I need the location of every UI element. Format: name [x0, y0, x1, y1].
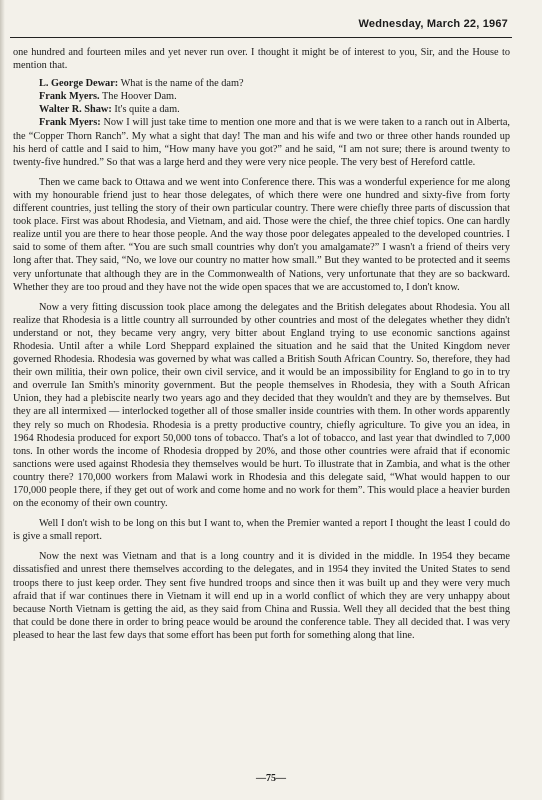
page-header-date: Wednesday, March 22, 1967 — [358, 18, 508, 30]
paragraph-conference: Then we came back to Ottawa and we went into Conference there. This was a wonderful experience for me along with my honourable friend just to hear those delegates, of which there were one hundred and sixty-five from forty different countries, just telling the story of their own particular country. There were chiefly three parts of discussion that took place. First was about Rhodesia, and Vietnam, and aid. Those were the chief, the three chief topics. One can hardly realize until you are there to hear those people. And the way those poor delegates appealed to the developed countries. I said to some of them after. “You are such small countries why don't you amalgamate?” I wasn't a friend of theirs very long after that. They said, “No, we love our country no matter how small.” But they wanted to be protected and it seems very unfortunate that although they are in the Commonwealth of Nations, very unfortunate that they are so backward. Whether they are too proud and they have not the wide open spaces that we are accustomed to, I don't know. — [13, 176, 510, 293]
paragraph-report: Well I don't wish to be long on this but I want to, when the Premier wanted a report I thought the least I could do is give a small report. — [13, 518, 510, 543]
speaker-text: What is the name of the dam? — [120, 78, 244, 90]
dialogue-line — [13, 103, 510, 116]
speaker-name: L. George Dewar: — [39, 78, 119, 90]
dialogue-line — [13, 77, 510, 90]
page-binding-shadow — [0, 0, 5, 800]
dialogue-line — [13, 90, 510, 103]
paragraph-vietnam: Now the next was Vietnam and that is a long country and it is divided in the middle. In 1954 they became dissatisfied and unrest there themselves according to the delegates, and in 1954 they invited the United States to send troops there to just keep order. They sent five hundred troops and since then it was built up and they were very much afraid that if war continues there in Vietnam it will end up in a world conflict of which they are very unhappy about because North Vietnam is getting the aid, as they said from China and Russia. Well they all decided that the best thing that could be done there in order to bring peace would be around the conference table. They all decided that. I was very pleased to hear the last few days that some effort has been put forth for something along that line. — [13, 551, 510, 641]
dialogue-line — [13, 116, 510, 168]
speaker-text: The Hoover Dam. — [102, 91, 177, 103]
speaker-name: Frank Myers. — [39, 91, 100, 103]
speaker-name: Walter R. Shaw: — [39, 104, 112, 116]
header-rule — [10, 37, 512, 38]
paragraph-rhodesia: Now a very fitting discussion took place among the delegates and the British delegates about Rhodesia. You all realize that Rhodesia is a little country all surrounded by other countries and most of the delegates whether they didn't understand or not, they became very angry, very bitter about England trying to use economic sanctions against Rhodesia. Until after a while Lord Sheppard explained the situation and he said that the United Kingdom never governed Rhodesia. Rhodesia was governed by what was called a British South African Country. So, therefore, they had their own militia, their own police, their own civil service, and it would be an impossibility for England to go in to try and overrule Ian Smith's minority government. But the people themselves in Rhodesia, they with a South African Union, they had a plebiscite nearly two years ago and they decided that they wouldn't and they are by themselves. But they are all intermixed — interlocked together all of those smaller inside countries with them. In other words apparently they rely so much on Rhodesia. Rhodesia is a pretty productive country, chiefly agriculture. To give you an idea, in 1964 Rhodesia produced for export 50,000 tons of tobacco. That's a lot of tobacco, and last year that dwindled to 7,000 tons. In other words the income of Rhodesia dropped by 20%, and those other countries were afraid that if economic sanctions were used against Rhodesia they themselves would be hurt. To illustrate that in Zambia, and what is the other country there? 170,000 workers from Malawi work in Rhodesia and this delegate said, “What would happen to our 170,000 people there, if they get out of work and come home and no work for them”. This would place a heavier burden on the economy of their own country. — [13, 301, 510, 510]
page-body — [13, 46, 510, 642]
speaker-text: It's quite a dam. — [114, 104, 180, 116]
paragraph-continuation: one hundred and fourteen miles and yet never run over. I thought it might be of interest to you, Sir, and the House to mention that. — [13, 47, 510, 72]
page-number: —75— — [256, 773, 286, 784]
speaker-text: Now I will just take time to mention one more and that is we were taken to a ranch out in Alberta, the “Copper Thorn Ranch”. My what a sight that day! The man and his wife and two or three other hands rounded up his herd of cattle and I said to him, “How many have you got?” and he said, “I am not sure; there is around twenty to twenty-five hundred.” So that was a large herd and they were very nice people. The very best of Hereford cattle. — [13, 117, 510, 168]
speaker-name: Frank Myers: — [39, 117, 101, 129]
